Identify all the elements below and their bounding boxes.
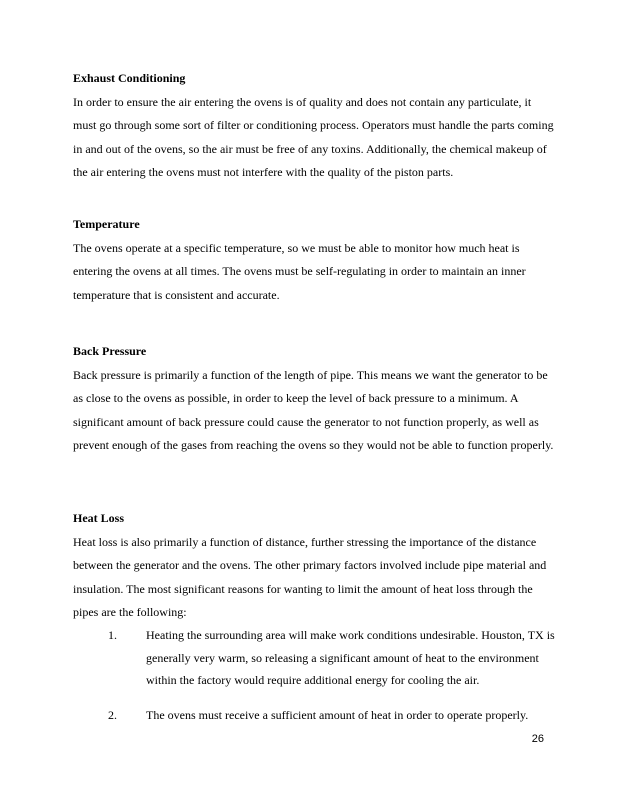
list-item-text: Heating the surrounding area will make work conditions undesirable. Houston, TX is generally very warm, so releasing a significant amount of heat to the environment within the factory would require additional energy for cooling the air.	[146, 628, 555, 688]
section-heading: Back Pressure	[73, 344, 147, 358]
list-item-number: 1.	[108, 628, 117, 642]
section-heading: Exhaust Conditioning	[73, 71, 186, 85]
section-paragraph: In order to ensure the air entering the ovens is of quality and does not contain any particulate, it must go through some sort of filter or conditioning process. Operators must handle the parts coming in and out of the ovens, so the air must be free of any toxins. Additionally, the chemical makeup of the air entering the ovens must not interfere with the quality of the piston parts.	[73, 94, 554, 180]
section-back-pressure	[73, 340, 555, 458]
section-heat-loss	[73, 507, 555, 625]
list-item	[108, 704, 558, 727]
section-paragraph: Heat loss is also primarily a function of distance, further stressing the importance of the distance between the generator and the ovens. The other primary factors involved include pipe material and insulation. The most significant reasons for wanting to limit the amount of heat loss through the pipes are the following:	[73, 534, 547, 620]
numbered-list	[108, 624, 558, 727]
section-paragraph: The ovens operate at a specific temperature, so we must be able to monitor how much heat is entering the ovens at all times. The ovens must be self-regulating in order to maintain an inner temperature that is consistent and accurate.	[73, 240, 526, 302]
section-heading: Temperature	[73, 217, 140, 231]
section-paragraph: Back pressure is primarily a function of the length of pipe. This means we want the generator to be as close to the ovens as possible, in order to keep the level of back pressure to a minimum. A significant amount of back pressure could cause the generator to not function properly, as well as prevent enough of the gases from reaching the ovens so they would not be able to function properly.	[73, 367, 554, 453]
list-item-number: 2.	[108, 708, 117, 723]
list-item-text: The ovens must receive a sufficient amount of heat in order to operate properly.	[146, 708, 529, 723]
section-heading: Heat Loss	[73, 511, 124, 525]
page-number: 26	[531, 733, 544, 745]
section-exhaust-conditioning	[73, 67, 555, 185]
section-temperature	[73, 213, 555, 307]
list-item	[108, 624, 558, 692]
